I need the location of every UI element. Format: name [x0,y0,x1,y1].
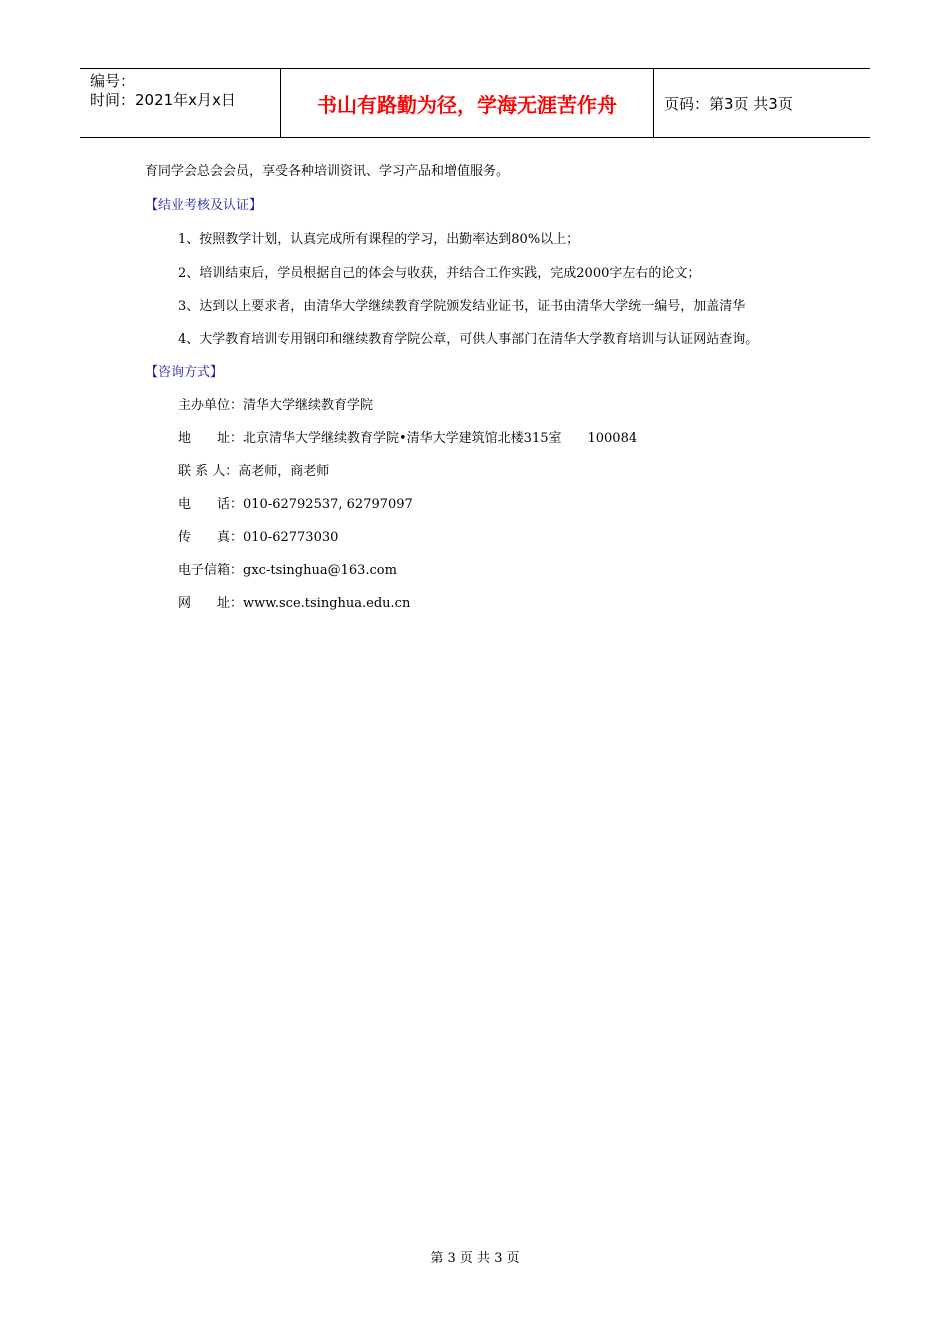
contact-value: 010-62773030 [243,530,339,545]
header-meta-cell [80,69,281,137]
document-time-label: 时间：2021年x月x日 [90,91,236,109]
contact-row-organizer [178,394,373,413]
contact-value: 清华大学继续教育学院 [243,398,374,413]
contact-label: 电子信箱： [178,563,244,578]
contact-row-phone [178,493,413,512]
contact-value: 010-62792537, 62797097 [243,497,413,512]
contact-label: 传 真： [178,530,244,545]
section-title-contact: 【咨询方式】 [145,365,224,380]
header-page-info: 页码：第3页 共3页 [664,94,793,113]
contact-row-person [178,460,329,479]
contact-label: 联 系 人： [178,464,239,479]
contact-row-address [178,427,637,446]
list-item: 3、达到以上要求者，由清华大学继续教育学院颁发结业证书，证书由清华大学统一编号，加盖清华 [178,299,746,314]
section-title-certification: 【结业考核及认证】 [145,198,263,213]
contact-value: www.sce.tsinghua.edu.cn [243,596,411,611]
document-header [80,68,870,138]
contact-row-email [178,559,397,578]
list-item: 4、大学教育培训专用钢印和继续教育学院公章，可供人事部门在清华大学教育培训与认证网站查询。 [178,332,759,347]
contact-label: 网 址： [178,596,244,611]
list-item: 1、按照教学计划，认真完成所有课程的学习，出勤率达到80%以上； [178,232,580,247]
contact-value: 北京清华大学继续教育学院•清华大学建筑馆北楼315室 100084 [243,431,638,446]
contact-row-fax [178,526,338,545]
contact-value: gxc-tsinghua@163.com [243,563,397,578]
contact-label: 地 址： [178,431,244,446]
list-item: 2、培训结束后，学员根据自己的体会与收获，并结合工作实践，完成2000字左右的论文； [178,266,701,281]
contact-label: 主办单位： [178,398,244,413]
contact-label: 电 话： [178,497,244,512]
header-motto: 书山有路勤为径，学海无涯苦作舟 [281,69,654,137]
page-footer: 第 3 页 共 3 页 [430,1251,520,1266]
document-number-label: 编号： [90,72,136,90]
contact-row-website [178,592,410,611]
contact-value: 高老师，商老师 [238,464,330,479]
intro-paragraph: 育同学会总会会员，享受各种培训资讯、学习产品和增值服务。 [145,164,510,179]
